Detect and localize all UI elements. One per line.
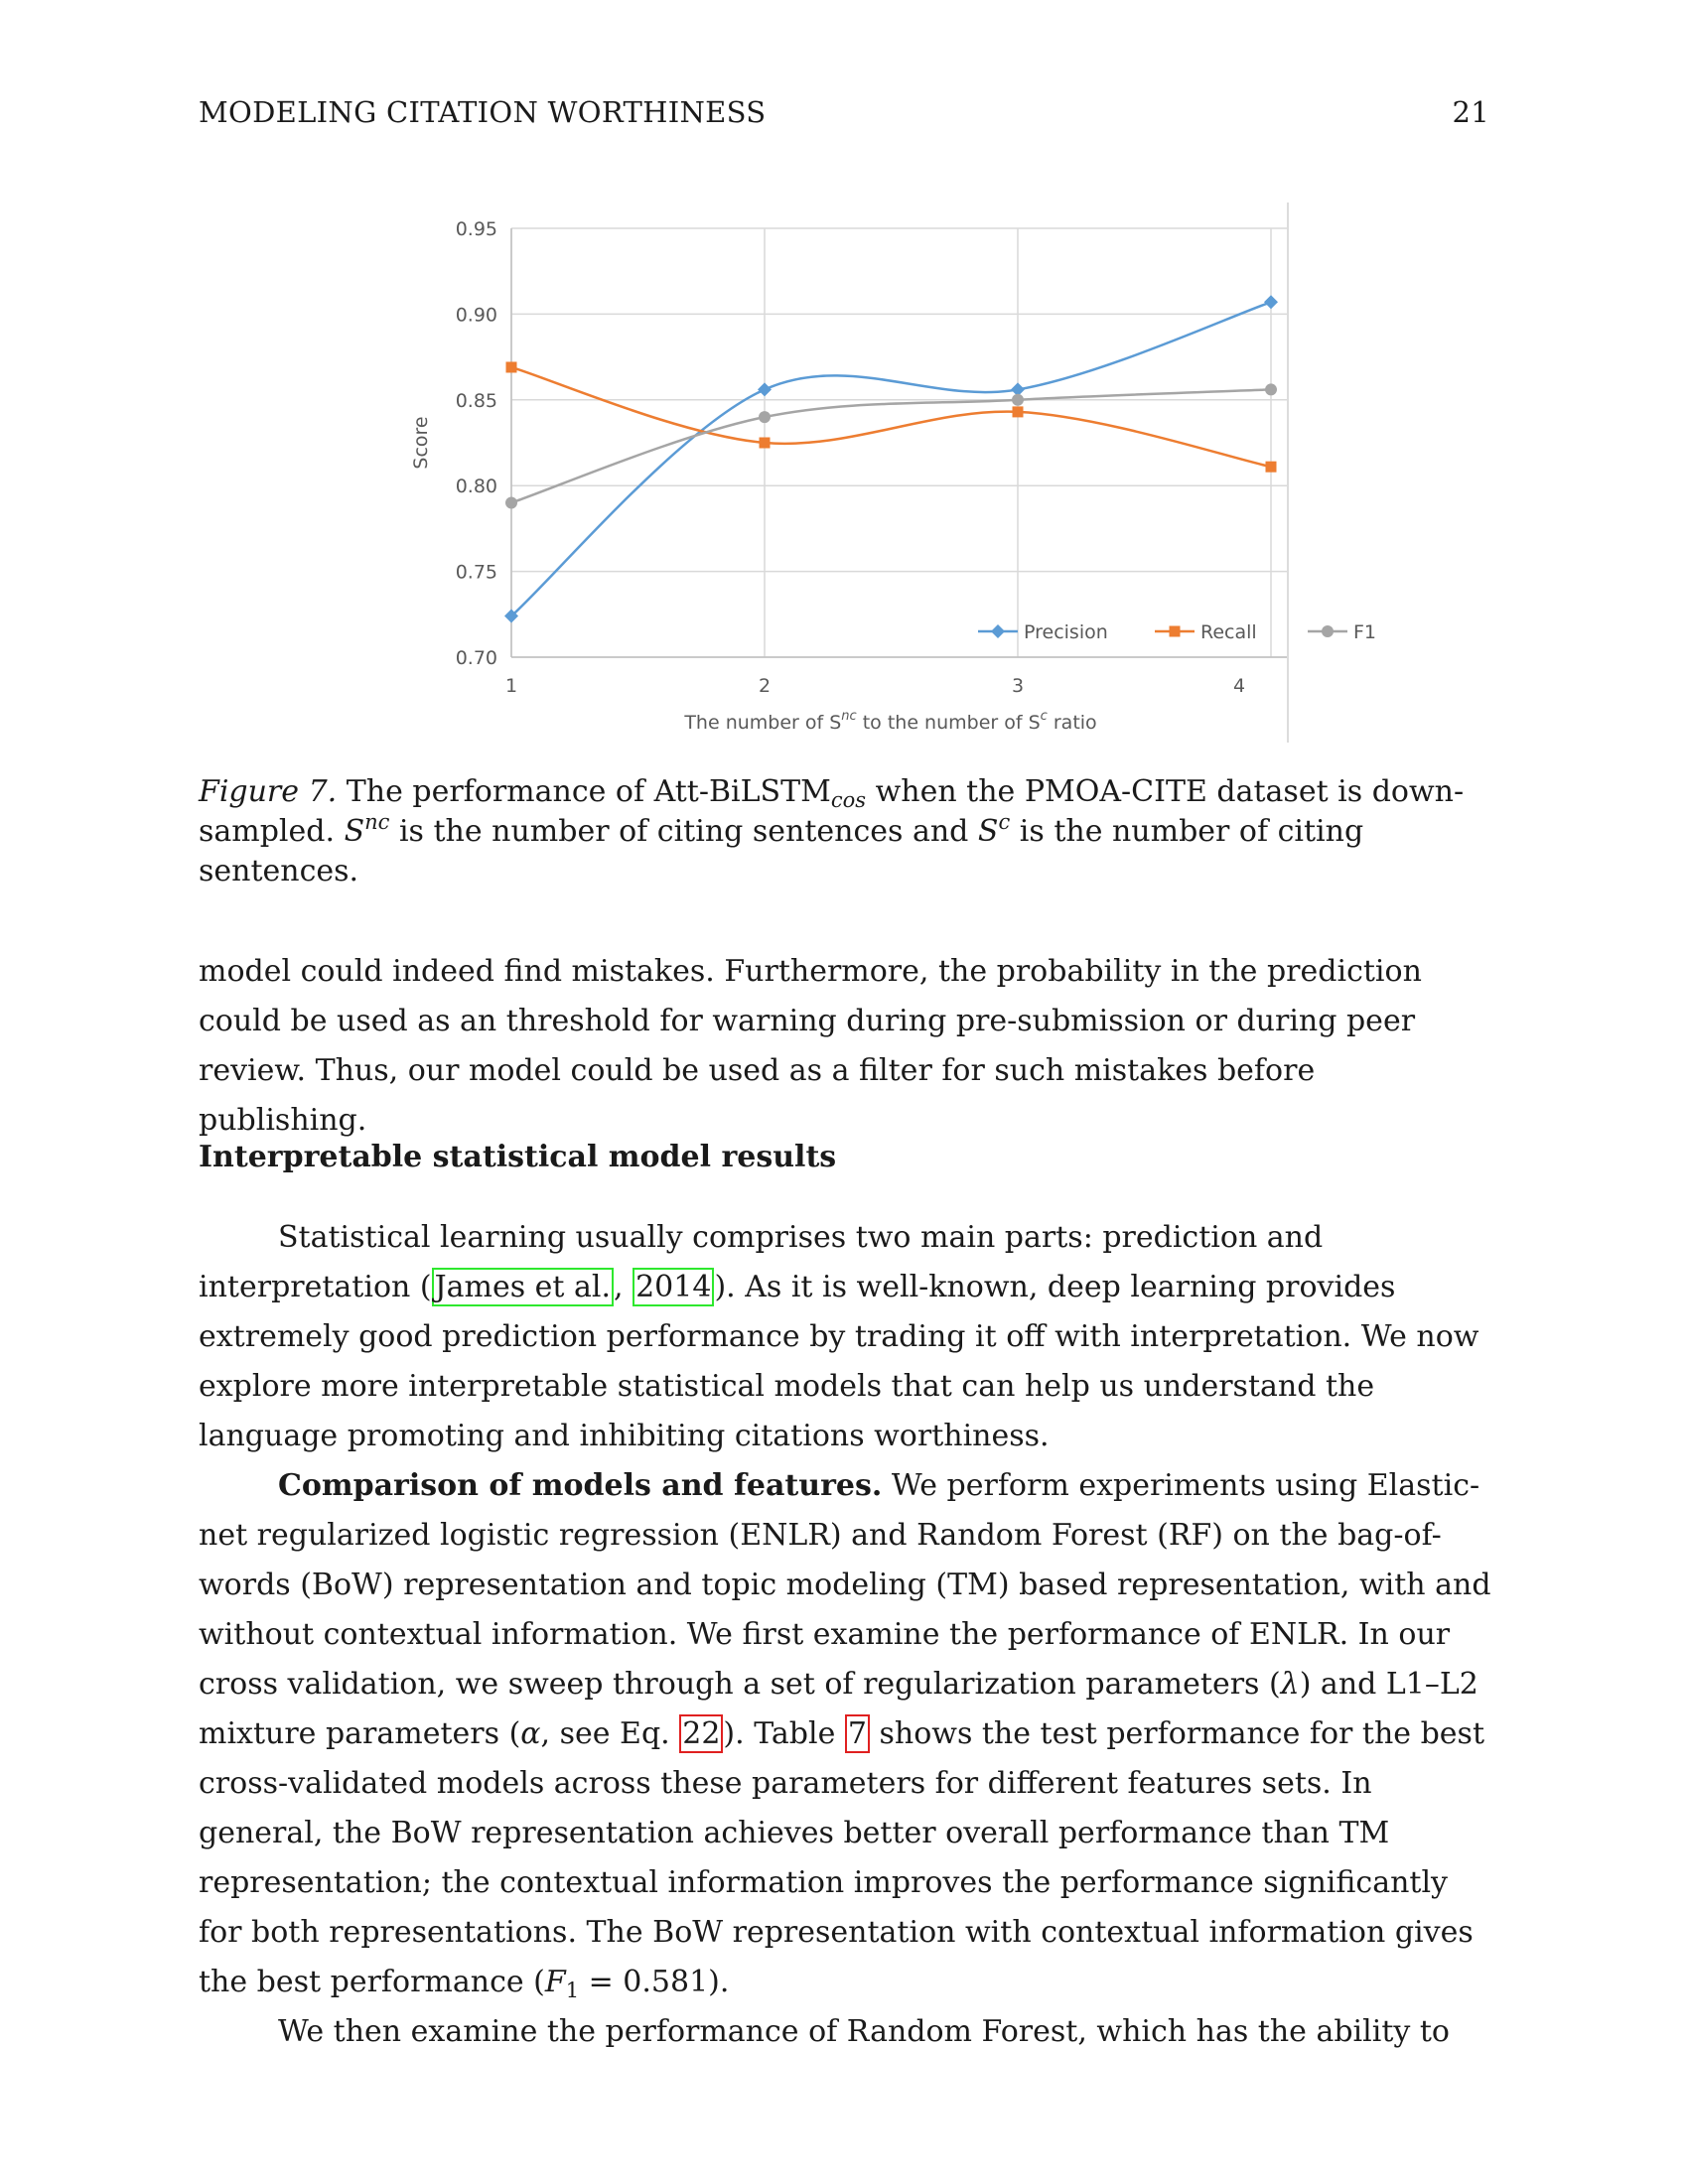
chart-grid <box>511 228 1287 657</box>
paragraph-text: ). Table <box>723 1716 845 1751</box>
math-symbol: α <box>520 1716 541 1751</box>
x-tick-label: 1 <box>504 675 518 697</box>
figure-label: Figure 7. <box>199 774 338 809</box>
x-tick-label: 2 <box>758 675 772 697</box>
running-title: MODELING CITATION WORTHINESS <box>199 95 767 129</box>
y-tick-label: 0.70 <box>455 647 497 669</box>
y-axis-label: Score <box>410 416 432 470</box>
data-point-recall <box>506 361 517 372</box>
paragraph-statistical-learning <box>199 1213 1491 1461</box>
y-tick-label: 0.90 <box>455 304 497 327</box>
math-symbol: S <box>977 814 999 849</box>
model-subscript: cos <box>830 788 867 812</box>
x-axis-label <box>683 709 1096 734</box>
chart-legend <box>978 621 1376 643</box>
legend-marker-f1 <box>1322 625 1334 637</box>
legend-marker-precision <box>991 624 1005 638</box>
caption-text: when the PMOA-CITE dataset is down-sampled. <box>199 774 1465 849</box>
data-point-f1 <box>505 496 517 508</box>
paragraph-text: model could indeed find mistakes. Furthermore, the probability in the prediction could be used as an threshold for warning during pre-submission or during peer review. Thus, our model could be used as a filter for such mistakes before publishing. <box>199 954 1422 1138</box>
data-point-recall <box>1266 462 1277 473</box>
paragraph-comparison <box>199 1461 1491 2007</box>
paragraph-text: shows the test performance for the best cross-validated models across these parameters for different features sets. In general, the BoW representation achieves better overall performance than TM representation; the contextual information improves the performance significantly for both representations. The BoW representation with contextual information gives the best performance ( <box>199 1716 1485 1999</box>
x-tick-label: 4 <box>1232 675 1246 697</box>
y-tick-label: 0.80 <box>455 476 497 498</box>
paragraph-text: , <box>614 1270 633 1304</box>
caption-text: is the number of citing sentences. <box>199 814 1364 888</box>
page-number: 21 <box>1452 95 1489 129</box>
math-subscript: 1 <box>565 1979 580 2002</box>
legend-label-f1: F1 <box>1353 621 1377 643</box>
x-axis-label-sup: c <box>1040 709 1048 724</box>
figure-caption <box>199 772 1489 891</box>
section-heading: Interpretable statistical model results <box>199 1140 837 1174</box>
legend-label-precision: Precision <box>1024 621 1108 643</box>
caption-text: The performance of Att-BiLSTM <box>337 774 831 809</box>
x-axis-label-part: ratio <box>1047 712 1097 734</box>
data-point-precision <box>758 382 772 396</box>
equation-ref-link[interactable]: 22 <box>679 1714 723 1753</box>
paragraph-random-forest: We then examine the performance of Random Forest, which has the ability to <box>278 2014 1450 2049</box>
math-superscript: nc <box>364 810 390 834</box>
x-axis-label-part: to the number of S <box>856 712 1041 734</box>
y-tick-label: 0.75 <box>455 561 497 584</box>
paragraph-continuation <box>199 947 1491 1146</box>
paragraph-text: Statistical learning usually comprises two main parts: prediction and interpretation ( <box>199 1220 1324 1304</box>
paragraph-text: = 0.581). <box>579 1965 730 1999</box>
run-in-heading: Comparison of models and features. <box>278 1468 883 1503</box>
caption-text: is the number of citing sentences and <box>389 814 978 849</box>
x-axis-label-sup: nc <box>841 709 857 724</box>
citation-link-year[interactable]: 2014 <box>633 1268 714 1306</box>
x-axis-label-part: The number of S <box>684 712 842 734</box>
data-point-recall <box>760 438 771 449</box>
data-point-f1 <box>759 411 771 423</box>
chart-axes <box>410 203 1288 743</box>
legend-marker-recall <box>1170 626 1181 637</box>
paragraph-text: ) and L1–L2 mixture parameters ( <box>199 1667 1478 1751</box>
math-symbol: S <box>344 814 365 849</box>
data-point-recall <box>1013 406 1024 417</box>
body-section <box>199 1213 1491 2057</box>
data-point-f1 <box>1012 394 1024 406</box>
chart-series <box>504 295 1278 622</box>
legend-label-recall: Recall <box>1200 621 1257 643</box>
table-ref-link[interactable]: 7 <box>845 1714 870 1753</box>
math-symbol: F <box>544 1965 566 1999</box>
math-superscript: c <box>998 810 1011 834</box>
math-symbol: λ <box>1280 1667 1300 1702</box>
y-tick-label: 0.85 <box>455 389 497 412</box>
paragraph-text: ). As it is well-known, deep learning provides extremely good prediction performance by trading it off with interpretation. We now explore more interpretable statistical models that can help us understand the language promoting and inhibiting citations worthiness. <box>199 1270 1479 1453</box>
paragraph-text: , see Eq. <box>540 1716 680 1751</box>
paragraph-text: We perform experiments using Elastic-net regularized logistic regression (ENLR) and Random Forest (RF) on the bag-of-words (BoW) representation and topic modeling (TM) based representation, with and without contextual information. We first examine the performance of ENLR. In our cross validation, we sweep through a set of regularization parameters ( <box>199 1468 1491 1702</box>
running-header <box>199 95 1489 129</box>
x-tick-label: 3 <box>1011 675 1025 697</box>
score-line-chart <box>397 199 1377 754</box>
citation-link-author[interactable]: James et al. <box>432 1268 614 1306</box>
y-tick-label: 0.95 <box>455 218 497 240</box>
data-point-f1 <box>1265 383 1277 395</box>
data-point-precision <box>1264 295 1278 309</box>
